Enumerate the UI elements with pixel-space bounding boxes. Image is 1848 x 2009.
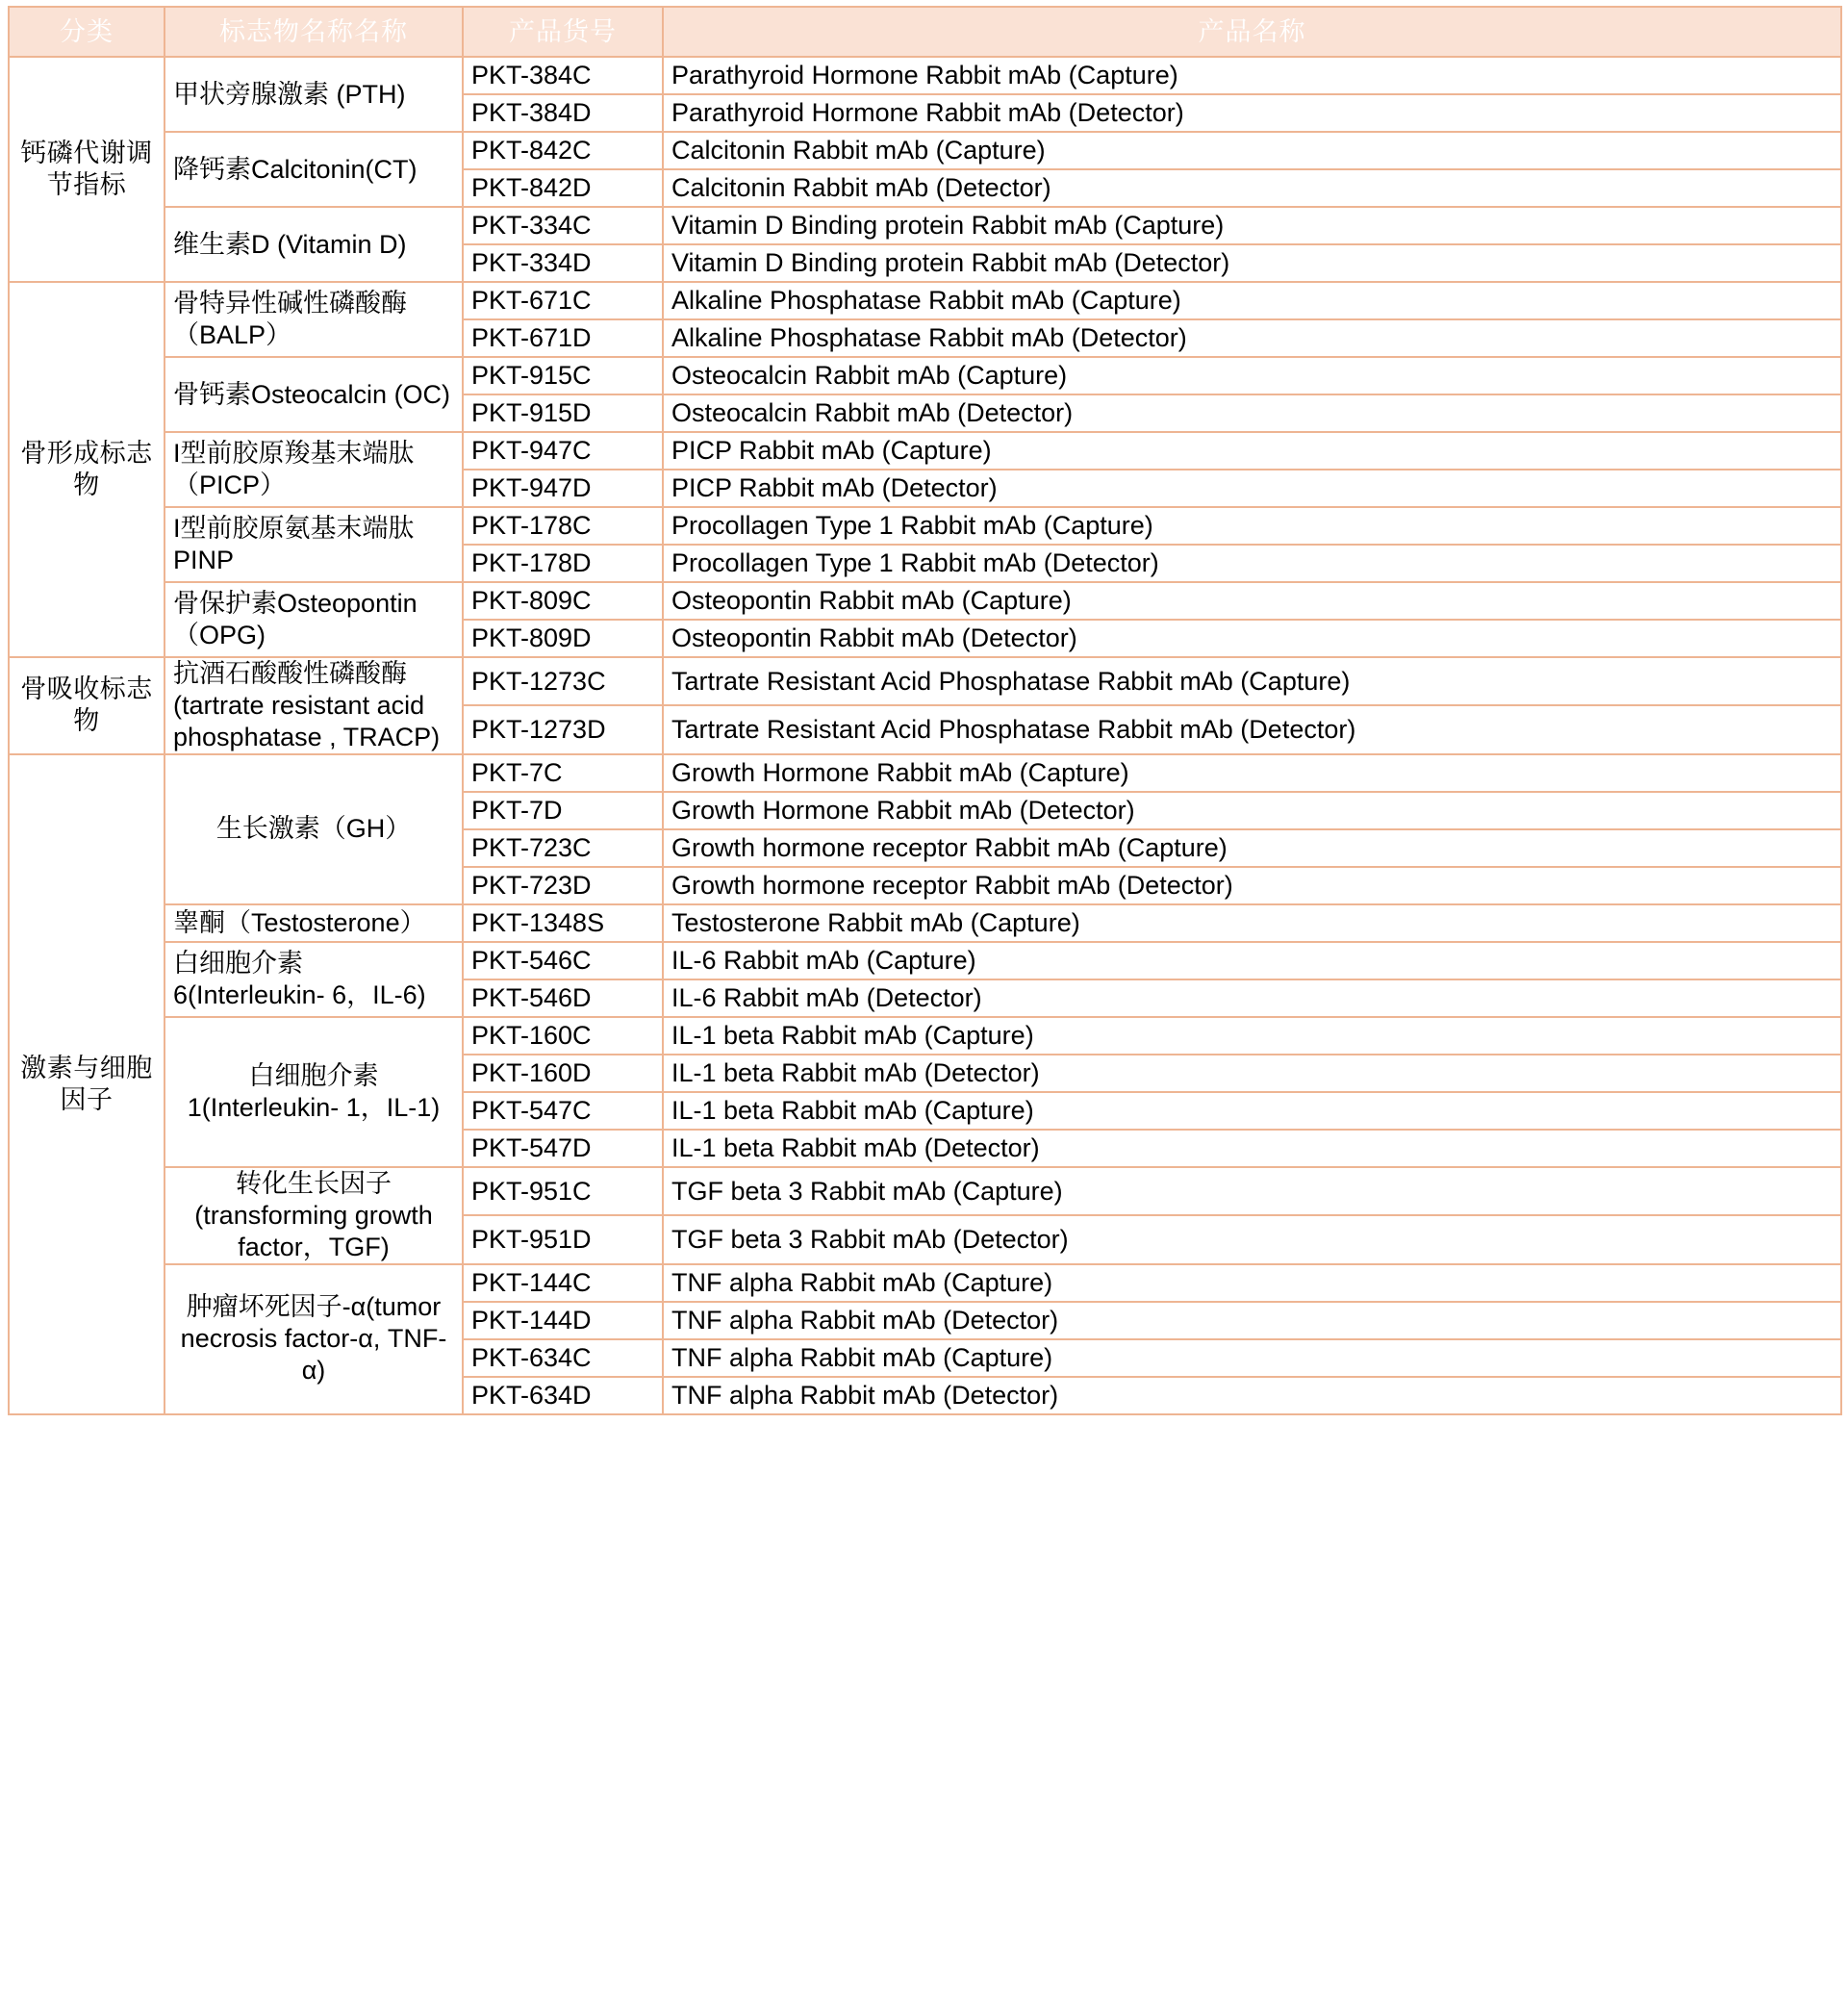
marker-name-cell: 抗酒石酸酸性磷酸酶(tartrate resistant acid phosphatase , TRACP) <box>165 657 463 754</box>
table-row <box>9 582 1841 620</box>
product-code-cell: PKT-951C <box>463 1167 663 1215</box>
table-row <box>9 432 1841 470</box>
product-name-cell: Parathyroid Hormone Rabbit mAb (Capture) <box>663 57 1841 94</box>
product-name-cell: Osteopontin Rabbit mAb (Capture) <box>663 582 1841 620</box>
table-body <box>9 57 1841 1414</box>
marker-name-cell: 维生素D (Vitamin D) <box>165 207 463 282</box>
product-code-cell: PKT-160C <box>463 1017 663 1055</box>
product-name-cell: IL-1 beta Rabbit mAb (Capture) <box>663 1092 1841 1130</box>
product-name-cell: IL-6 Rabbit mAb (Detector) <box>663 979 1841 1017</box>
table-header-row <box>9 7 1841 57</box>
marker-name-cell: I型前胶原氨基末端肽PINP <box>165 507 463 582</box>
product-name-cell: PICP Rabbit mAb (Detector) <box>663 470 1841 507</box>
product-name-cell: TGF beta 3 Rabbit mAb (Detector) <box>663 1215 1841 1263</box>
table-header <box>9 7 1841 57</box>
product-code-cell: PKT-7C <box>463 754 663 792</box>
table-row <box>9 1167 1841 1215</box>
product-name-cell: Vitamin D Binding protein Rabbit mAb (Capture) <box>663 207 1841 244</box>
product-code-cell: PKT-915D <box>463 394 663 432</box>
product-name-cell: PICP Rabbit mAb (Capture) <box>663 432 1841 470</box>
product-code-cell: PKT-809D <box>463 620 663 657</box>
product-code-cell: PKT-671D <box>463 319 663 357</box>
table-row <box>9 57 1841 94</box>
product-code-cell: PKT-384D <box>463 94 663 132</box>
product-code-cell: PKT-546D <box>463 979 663 1017</box>
product-code-cell: PKT-951D <box>463 1215 663 1263</box>
marker-name-cell: 降钙素Calcitonin(CT) <box>165 132 463 207</box>
table-row <box>9 207 1841 244</box>
column-header-product-code: 产品货号 <box>463 7 663 57</box>
product-marker-table <box>8 6 1842 1415</box>
product-name-cell: Growth hormone receptor Rabbit mAb (Detector) <box>663 867 1841 904</box>
product-code-cell: PKT-334C <box>463 207 663 244</box>
product-code-cell: PKT-546C <box>463 942 663 979</box>
category-cell: 骨吸收标志物 <box>9 657 165 754</box>
product-code-cell: PKT-842C <box>463 132 663 169</box>
product-code-cell: PKT-809C <box>463 582 663 620</box>
product-name-cell: Procollagen Type 1 Rabbit mAb (Detector) <box>663 545 1841 582</box>
marker-name-cell: 生长激素（GH） <box>165 754 463 904</box>
category-cell: 骨形成标志物 <box>9 282 165 657</box>
product-code-cell: PKT-178D <box>463 545 663 582</box>
category-cell: 钙磷代谢调节指标 <box>9 57 165 282</box>
marker-name-cell: 甲状旁腺激素 (PTH) <box>165 57 463 132</box>
product-name-cell: Parathyroid Hormone Rabbit mAb (Detector) <box>663 94 1841 132</box>
product-name-cell: IL-6 Rabbit mAb (Capture) <box>663 942 1841 979</box>
product-name-cell: Growth Hormone Rabbit mAb (Capture) <box>663 754 1841 792</box>
table-row <box>9 282 1841 319</box>
product-code-cell: PKT-547C <box>463 1092 663 1130</box>
product-code-cell: PKT-1348S <box>463 904 663 942</box>
marker-name-cell: 肿瘤坏死因子-α(tumor necrosis factor-α, TNF-α) <box>165 1264 463 1414</box>
product-code-cell: PKT-634C <box>463 1339 663 1377</box>
table-row <box>9 942 1841 979</box>
column-header-marker-name: 标志物名称名称 <box>165 7 463 57</box>
product-code-cell: PKT-1273C <box>463 657 663 705</box>
product-name-cell: TGF beta 3 Rabbit mAb (Capture) <box>663 1167 1841 1215</box>
column-header-product-name: 产品名称 <box>663 7 1841 57</box>
product-name-cell: Calcitonin Rabbit mAb (Detector) <box>663 169 1841 207</box>
product-name-cell: Tartrate Resistant Acid Phosphatase Rabbit mAb (Capture) <box>663 657 1841 705</box>
product-code-cell: PKT-144D <box>463 1302 663 1339</box>
product-name-cell: IL-1 beta Rabbit mAb (Detector) <box>663 1130 1841 1167</box>
table-row <box>9 754 1841 792</box>
product-name-cell: Tartrate Resistant Acid Phosphatase Rabbit mAb (Detector) <box>663 705 1841 753</box>
category-cell: 激素与细胞因子 <box>9 754 165 1414</box>
product-name-cell: Alkaline Phosphatase Rabbit mAb (Detector) <box>663 319 1841 357</box>
table-row <box>9 1017 1841 1055</box>
product-code-cell: PKT-947C <box>463 432 663 470</box>
product-name-cell: IL-1 beta Rabbit mAb (Capture) <box>663 1017 1841 1055</box>
product-name-cell: Osteocalcin Rabbit mAb (Detector) <box>663 394 1841 432</box>
product-name-cell: TNF alpha Rabbit mAb (Detector) <box>663 1302 1841 1339</box>
column-header-category: 分类 <box>9 7 165 57</box>
product-code-cell: PKT-547D <box>463 1130 663 1167</box>
product-code-cell: PKT-144C <box>463 1264 663 1302</box>
product-name-cell: Osteocalcin Rabbit mAb (Capture) <box>663 357 1841 394</box>
marker-name-cell: 白细胞介素6(Interleukin- 6，IL-6) <box>165 942 463 1017</box>
table-row <box>9 507 1841 545</box>
product-name-cell: Vitamin D Binding protein Rabbit mAb (Detector) <box>663 244 1841 282</box>
product-code-cell: PKT-671C <box>463 282 663 319</box>
product-code-cell: PKT-723C <box>463 829 663 867</box>
product-name-cell: Procollagen Type 1 Rabbit mAb (Capture) <box>663 507 1841 545</box>
table-row <box>9 904 1841 942</box>
product-name-cell: Alkaline Phosphatase Rabbit mAb (Capture) <box>663 282 1841 319</box>
marker-name-cell: I型前胶原羧基末端肽（PICP） <box>165 432 463 507</box>
table-row <box>9 657 1841 705</box>
table-row <box>9 1264 1841 1302</box>
product-name-cell: Calcitonin Rabbit mAb (Capture) <box>663 132 1841 169</box>
product-name-cell: Growth Hormone Rabbit mAb (Detector) <box>663 792 1841 829</box>
product-code-cell: PKT-334D <box>463 244 663 282</box>
product-code-cell: PKT-915C <box>463 357 663 394</box>
marker-name-cell: 骨保护素Osteopontin（OPG) <box>165 582 463 657</box>
product-code-cell: PKT-723D <box>463 867 663 904</box>
table-row <box>9 357 1841 394</box>
spreadsheet-sheet <box>0 6 1848 2009</box>
product-code-cell: PKT-384C <box>463 57 663 94</box>
product-name-cell: TNF alpha Rabbit mAb (Detector) <box>663 1377 1841 1414</box>
product-code-cell: PKT-1273D <box>463 705 663 753</box>
product-name-cell: Osteopontin Rabbit mAb (Detector) <box>663 620 1841 657</box>
product-name-cell: TNF alpha Rabbit mAb (Capture) <box>663 1339 1841 1377</box>
product-code-cell: PKT-7D <box>463 792 663 829</box>
marker-name-cell: 转化生长因子(transforming growth factor，TGF) <box>165 1167 463 1264</box>
product-code-cell: PKT-947D <box>463 470 663 507</box>
product-code-cell: PKT-842D <box>463 169 663 207</box>
product-code-cell: PKT-634D <box>463 1377 663 1414</box>
product-name-cell: TNF alpha Rabbit mAb (Capture) <box>663 1264 1841 1302</box>
product-code-cell: PKT-178C <box>463 507 663 545</box>
marker-name-cell: 睾酮（Testosterone） <box>165 904 463 942</box>
marker-name-cell: 骨特异性碱性磷酸酶（BALP） <box>165 282 463 357</box>
product-code-cell: PKT-160D <box>463 1055 663 1092</box>
product-name-cell: Testosterone Rabbit mAb (Capture) <box>663 904 1841 942</box>
table-row <box>9 132 1841 169</box>
marker-name-cell: 白细胞介素1(Interleukin- 1，IL-1) <box>165 1017 463 1167</box>
product-name-cell: Growth hormone receptor Rabbit mAb (Capture) <box>663 829 1841 867</box>
marker-name-cell: 骨钙素Osteocalcin (OC) <box>165 357 463 432</box>
product-name-cell: IL-1 beta Rabbit mAb (Detector) <box>663 1055 1841 1092</box>
